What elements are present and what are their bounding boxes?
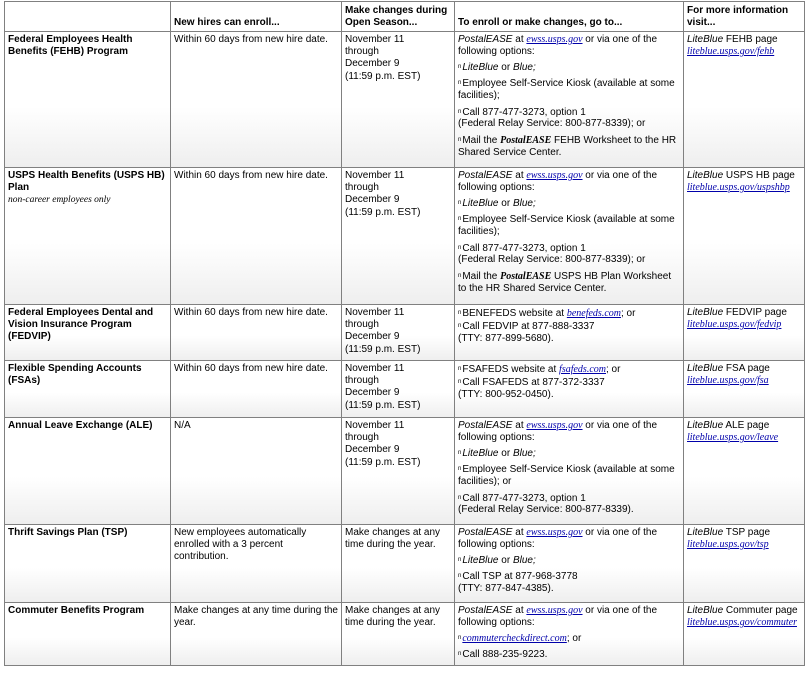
new-hires-cell: Within 60 days from new hire date. [171,361,342,418]
program-name: Federal Employees Health Benefits (FEHB) Program [8,34,133,58]
open-season-end: December 9 [345,58,400,70]
bullet-icon: n [458,466,462,473]
program-cell [5,305,171,361]
header-more-info: For more information visit... [684,2,805,32]
open-season-through: through [345,182,379,194]
option-item: ncommutercheckdirect.com; or [458,633,582,645]
bullet-icon: n [458,244,462,251]
option-item-cont: (Federal Relay Service: 800-877-8339); or [458,118,646,130]
intro-text: PostalEASE at ewss.usps.gov or via one of the following options: [458,527,658,551]
intro-text: PostalEASE at ewss.usps.gov or via one of the following options: [458,420,658,444]
open-season-start: November 11 [345,420,405,431]
info-link[interactable]: liteblue.usps.gov/uspshbp [687,182,790,194]
info-cell: LiteBlue TSP page liteblue.usps.gov/tsp [684,525,805,603]
program-cell [5,32,171,168]
new-hires-cell: Make changes at any time during the year. [171,603,342,666]
info-link[interactable]: liteblue.usps.gov/tsp [687,539,769,551]
option-item-cont: (TTY: 800-952-0450). [458,388,554,400]
header-new-hires: New hires can enroll... [171,2,342,32]
program-cell [5,168,171,305]
new-hires-cell: Within 60 days from new hire date. [171,305,342,361]
option-item: nBENEFEDS website at benefeds.com; or [458,307,636,319]
info-cell: LiteBlue FEDVIP page liteblue.usps.gov/fedvip [684,305,805,361]
how-cell [455,361,684,418]
open-season-through: through [345,46,379,58]
new-hires-cell: New employees automatically enrolled with a 3 percent contribution. [171,525,342,603]
option-item: nCall 877-477-3273, option 1 [458,106,586,118]
info-cell: LiteBlue FEHB page liteblue.usps.gov/fehb [684,32,805,168]
open-season-start: November 11 [345,363,405,374]
table-row [5,32,805,168]
option-item-cont: (Federal Relay Service: 800-877-8339). [458,504,634,516]
option-item: nMail the PostalEASE FEHB Worksheet to the HR Shared Service Center. [458,134,677,158]
open-season-end: December 9 [345,194,400,206]
program-cell [5,525,171,603]
info-link[interactable]: liteblue.usps.gov/fsa [687,375,769,387]
option-item: nEmployee Self-Service Kiosk (available at some facilities); or [458,464,675,488]
open-season-time: (11:59 p.m. EST) [345,343,421,355]
open-season-cell [342,32,455,168]
open-season-cell: Make changes at any time during the year. [342,525,455,603]
bullet-icon: n [458,310,462,316]
option-item-cont: (Federal Relay Service: 800-877-8339); or [458,254,646,266]
info-cell: LiteBlue USPS HB page liteblue.usps.gov/uspshbp [684,168,805,305]
open-season-end: December 9 [345,444,400,456]
bullet-icon: n [458,366,462,372]
info-link[interactable]: liteblue.usps.gov/leave [687,432,779,444]
bullet-icon: n [458,272,462,279]
info-cell: LiteBlue ALE page liteblue.usps.gov/leave [684,418,805,525]
info-cell: LiteBlue FSA page liteblue.usps.gov/fsa [684,361,805,418]
new-hires-cell: N/A [171,418,342,525]
program-name: USPS Health Benefits (USPS HB) Plan [8,170,165,194]
open-season-through: through [345,375,379,387]
benefits-table [4,1,805,666]
option-item: nEmployee Self-Service Kiosk (available at some facilities); [458,214,675,238]
table-row [5,525,805,603]
table-row [5,361,805,418]
how-cell [455,418,684,525]
table-row [5,603,805,666]
ewss-link[interactable]: ewss.usps.gov [526,605,583,616]
bullet-icon: n [458,136,462,143]
open-season-through: through [345,432,379,444]
option-item: nMail the PostalEASE USPS HB Plan Worksheet to the HR Shared Service Center. [458,270,672,294]
new-hires-cell: Within 60 days from new hire date. [171,168,342,305]
info-link[interactable]: liteblue.usps.gov/fedvip [687,319,782,331]
program-name: Federal Employees Dental and Vision Insurance Program (FEDVIP) [8,307,154,343]
program-cell [5,361,171,418]
open-season-cell [342,168,455,305]
bullet-icon: n [458,200,462,207]
open-season-start: November 11 [345,307,405,318]
bullet-icon: n [458,64,462,71]
how-cell [455,603,684,666]
option-item: nCall FEDVIP at 877-888-3337 [458,320,595,332]
program-name: Commuter Benefits Program [8,605,145,616]
option-item: nLiteBlue or Blue; [458,448,536,460]
header-open-season: Make changes during Open Season... [342,2,455,32]
option-item-cont: (TTY: 877-899-5680). [458,332,554,344]
open-season-cell [342,305,455,361]
option-item: nCall 877-477-3273, option 1 [458,492,586,504]
option-item: nCall 888-235-9223. [458,649,548,661]
open-season-time: (11:59 p.m. EST) [345,206,421,218]
program-name: Thrift Savings Plan (TSP) [8,527,128,538]
open-season-start: November 11 [345,34,405,45]
option-item: nLiteBlue or Blue; [458,555,536,567]
intro-text: PostalEASE at ewss.usps.gov or via one of the following options: [458,605,658,629]
info-link[interactable]: liteblue.usps.gov/fehb [687,46,775,58]
bullet-icon: n [458,108,462,115]
open-season-through: through [345,319,379,331]
how-cell [455,168,684,305]
ewss-link[interactable]: ewss.usps.gov [526,34,583,45]
how-cell [455,32,684,168]
open-season-time: (11:59 p.m. EST) [345,456,421,468]
program-cell [5,418,171,525]
bullet-icon: n [458,80,462,87]
open-season-cell [342,361,455,418]
header-row [5,2,805,32]
open-season-start: November 11 [345,170,405,181]
intro-text: PostalEASE at ewss.usps.gov or via one of the following options: [458,170,658,194]
bullet-icon: n [458,322,462,329]
table-row [5,168,805,305]
bullet-icon: n [458,216,462,223]
new-hires-cell: Within 60 days from new hire date. [171,32,342,168]
open-season-end: December 9 [345,387,400,399]
program-name: Annual Leave Exchange (ALE) [8,420,153,431]
option-item-cont: (TTY: 877-847-4385). [458,583,554,595]
open-season-time: (11:59 p.m. EST) [345,399,421,411]
option-item: nEmployee Self-Service Kiosk (available at some facilities); [458,78,675,102]
bullet-icon: n [458,378,462,385]
open-season-cell [342,418,455,525]
program-note: non-career employees only [8,195,111,206]
intro-text: PostalEASE at ewss.usps.gov or via one of the following options: [458,34,658,58]
header-program [5,2,171,32]
ewss-link[interactable]: ewss.usps.gov [526,527,583,538]
table-row [5,418,805,525]
option-item: nLiteBlue or Blue; [458,62,536,74]
option-item: nCall FSAFEDS at 877-372-3337 [458,376,605,388]
commuter-link[interactable]: commutercheckdirect.com [462,633,567,645]
program-name: Flexible Spending Accounts (FSAs) [8,363,142,387]
how-cell [455,305,684,361]
option-item: nLiteBlue or Blue; [458,198,536,210]
info-link[interactable]: liteblue.usps.gov/commuter [687,617,797,629]
bullet-icon: n [458,450,462,457]
bullet-icon: n [458,651,462,658]
benefeds-link[interactable]: benefeds.com [566,307,621,319]
open-season-time: (11:59 p.m. EST) [345,70,421,82]
option-item: nFSAFEDS website at fsafeds.com; or [458,363,621,375]
option-item: nCall 877-477-3273, option 1 [458,242,586,254]
ewss-link[interactable]: ewss.usps.gov [526,420,583,431]
open-season-cell: Make changes at any time during the year. [342,603,455,666]
program-cell [5,603,171,666]
info-cell: LiteBlue Commuter page liteblue.usps.gov/commuter [684,603,805,666]
header-how-to-enroll: To enroll or make changes, go to... [455,2,684,32]
option-item: nCall TSP at 877-968-3778 [458,571,578,583]
ewss-link[interactable]: ewss.usps.gov [526,170,583,181]
table-row [5,305,805,361]
fsafeds-link[interactable]: fsafeds.com [559,363,606,375]
bullet-icon: n [458,557,462,564]
bullet-icon: n [458,573,462,580]
how-cell [455,525,684,603]
open-season-end: December 9 [345,331,400,343]
bullet-icon: n [458,635,462,642]
bullet-icon: n [458,494,462,501]
